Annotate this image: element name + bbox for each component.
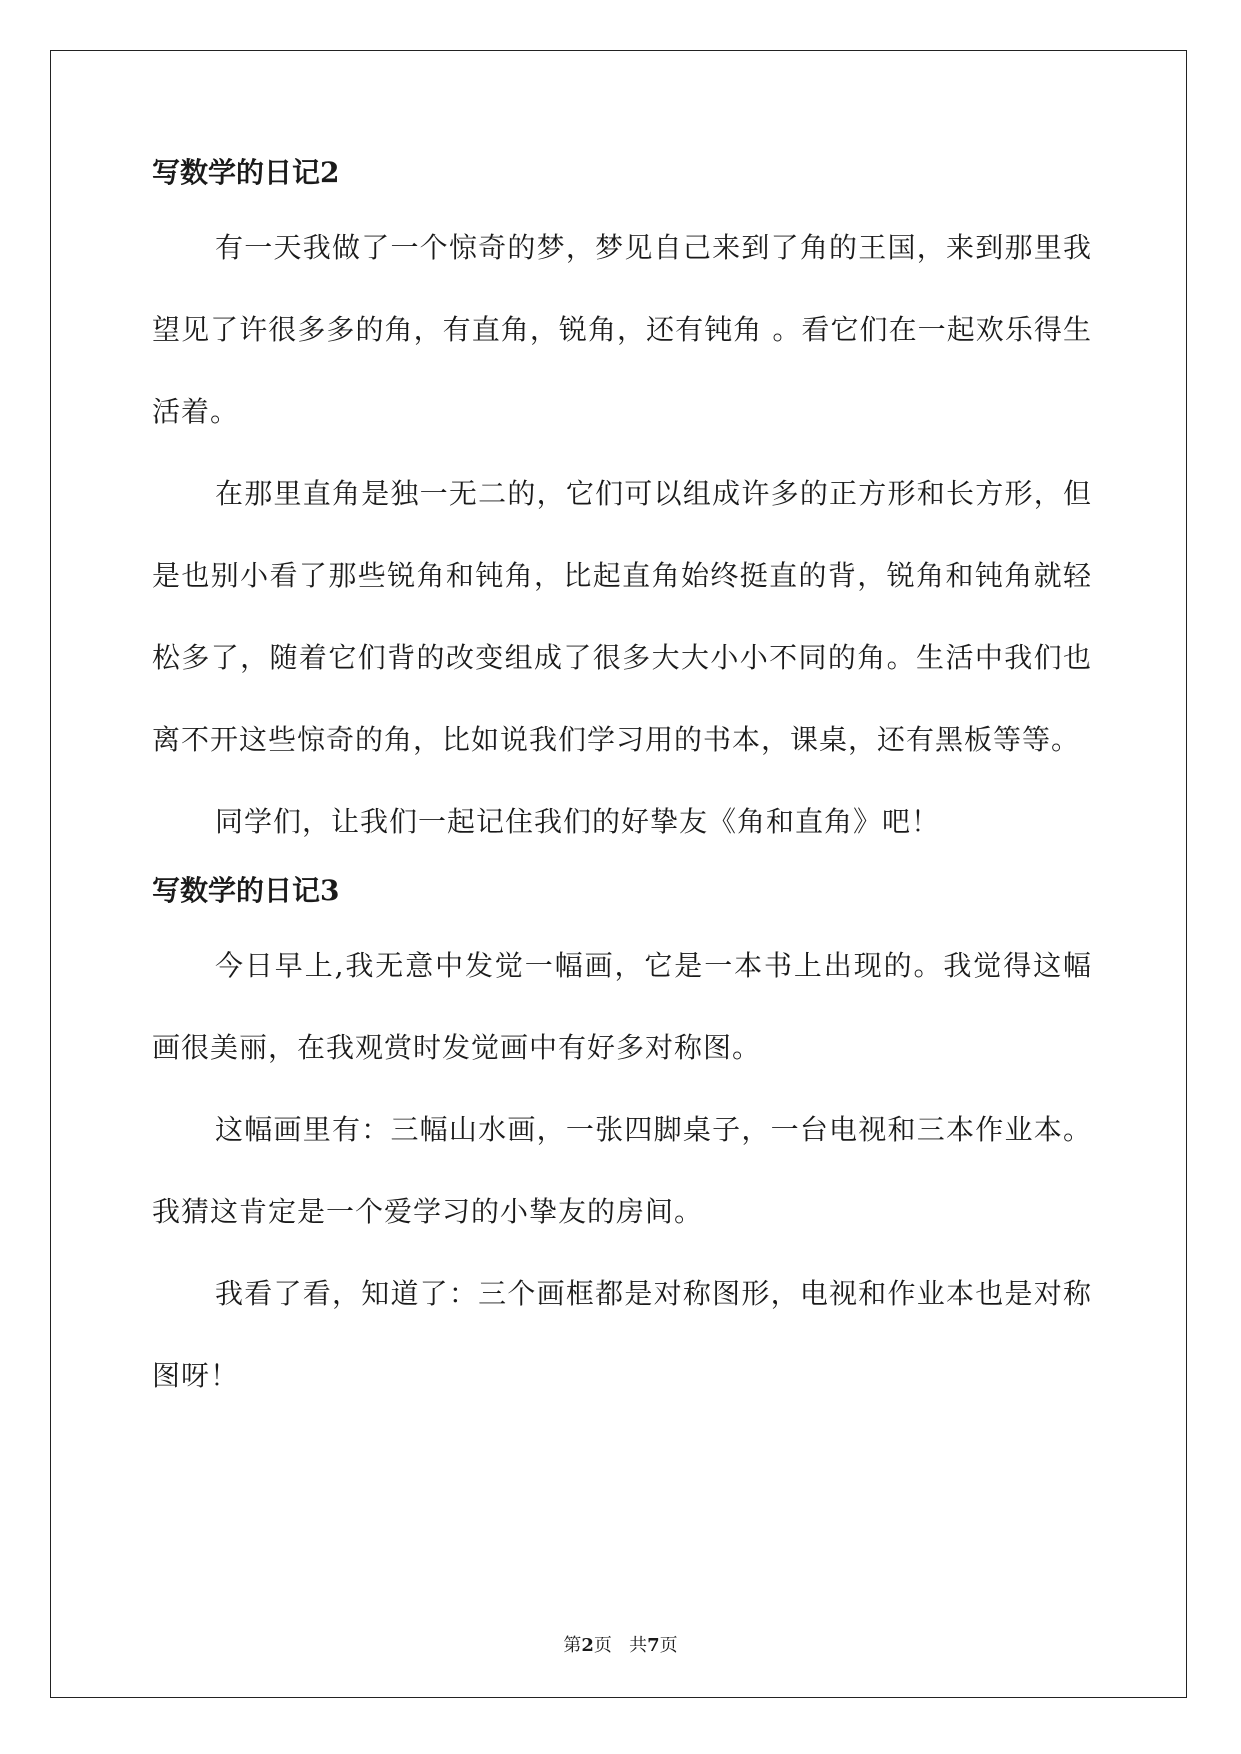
paragraph: 在那里直角是独一无二的，它们可以组成许多的正方形和长方形，但是也别小看了那些锐角和钝角，比起直角始终挺直的背，锐角和钝角就轻松多了，随着它们背的改变组成了很多大大小小不同的角。生活中我们也离不开这些惊奇的角，比如说我们学习用的书本，课桌，还有黑板等等。: [152, 477, 1092, 756]
paragraph: 同学们，让我们一起记住我们的好挚友《角和直角》吧！: [215, 805, 941, 838]
total-page-number: 7: [647, 1635, 660, 1656]
document-body: [152, 155, 1092, 1417]
section-heading: 写数学的日记3: [152, 874, 340, 907]
paragraph: 有一天我做了一个惊奇的梦，梦见自己来到了角的王国，来到那里我望见了许很多多的角，有直角，锐角，还有钝角 。看它们在一起欢乐得生活着。: [152, 231, 1092, 428]
page-footer: [0, 1634, 1241, 1658]
paragraph: 我看了看，知道了：三个画框都是对称图形，电视和作业本也是对称图呀！: [152, 1277, 1092, 1392]
page-label-middle: 页 共: [593, 1635, 648, 1656]
page-label-prefix: 第: [563, 1635, 582, 1656]
page-label-suffix: 页: [659, 1635, 678, 1656]
section-heading: 写数学的日记2: [152, 156, 340, 189]
paragraph: 这幅画里有：三幅山水画，一张四脚桌子，一台电视和三本作业本。我猜这肯定是一个爱学习的小挚友的房间。: [152, 1113, 1092, 1228]
paragraph: 今日早上,我无意中发觉一幅画，它是一本书上出现的。我觉得这幅画很美丽，在我观赏时发觉画中有好多对称图。: [152, 949, 1092, 1064]
current-page-number: 2: [581, 1635, 594, 1656]
